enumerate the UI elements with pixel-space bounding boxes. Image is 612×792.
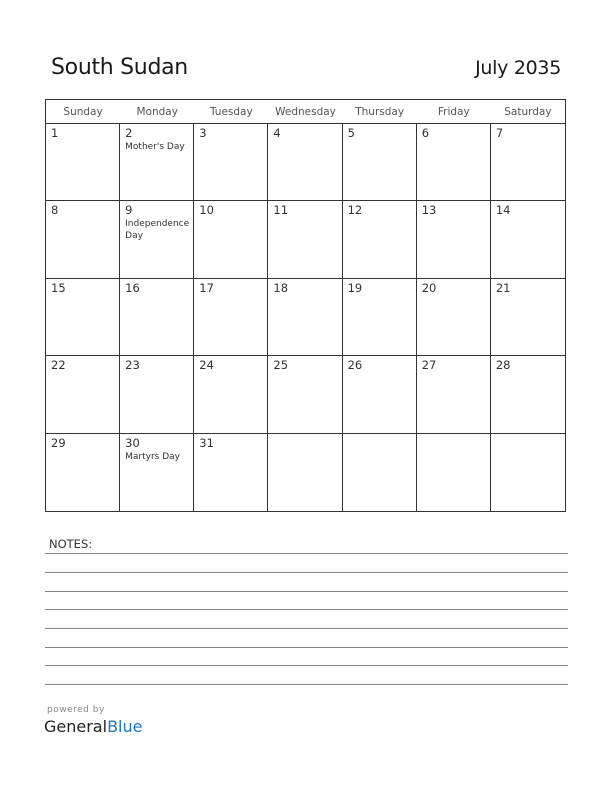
day-number: 7	[495, 126, 504, 140]
day-number: 4	[273, 126, 281, 140]
day-cell[interactable]	[343, 201, 417, 278]
day-number: 23	[125, 358, 140, 373]
country-title: South Sudan	[51, 55, 188, 80]
day-number: 27	[421, 358, 437, 373]
day-cell[interactable]	[491, 124, 565, 201]
day-cell[interactable]	[120, 279, 194, 356]
day-cell[interactable]	[343, 124, 417, 201]
day-number: 3	[199, 126, 207, 140]
note-line	[45, 609, 568, 610]
day-cell[interactable]	[120, 201, 194, 278]
day-number: 6	[421, 126, 430, 140]
day-number: 18	[273, 280, 289, 295]
day-number: 22	[51, 358, 66, 373]
weekday-header-wednesday: Wednesday	[268, 100, 342, 124]
brand-general: General	[44, 717, 108, 736]
day-number: 24	[199, 358, 214, 373]
day-cell[interactable]	[491, 201, 565, 278]
day-cell[interactable]	[491, 356, 565, 433]
day-cell[interactable]	[194, 124, 268, 201]
notes-label: NOTES:	[49, 537, 93, 551]
day-cell[interactable]	[46, 434, 120, 511]
day-cell[interactable]	[417, 201, 491, 278]
day-cell[interactable]	[194, 356, 268, 433]
day-cell[interactable]	[194, 279, 268, 356]
day-cell[interactable]	[268, 279, 342, 356]
weekday-header-friday: Friday	[417, 100, 491, 124]
note-line	[45, 647, 568, 648]
day-cell[interactable]	[46, 356, 120, 433]
day-cell[interactable]	[268, 434, 342, 511]
month-year-title: July 2035	[475, 57, 561, 79]
note-line	[45, 684, 568, 685]
day-number: 5	[347, 126, 355, 140]
day-number: 28	[495, 358, 511, 373]
day-cell[interactable]	[417, 279, 491, 356]
weekday-header-tuesday: Tuesday	[194, 100, 268, 124]
day-number: 21	[495, 280, 511, 295]
day-number: 31	[199, 435, 214, 450]
day-cell[interactable]	[194, 201, 268, 278]
day-cell[interactable]	[46, 201, 120, 278]
day-cell[interactable]	[343, 434, 417, 511]
day-cell[interactable]	[491, 434, 565, 511]
day-number: 20	[421, 280, 437, 295]
note-line	[45, 665, 568, 666]
powered-by-text: powered by	[47, 705, 105, 715]
day-number: 10	[199, 203, 214, 218]
weekday-header-monday: Monday	[120, 100, 194, 124]
day-cell[interactable]	[194, 434, 268, 511]
day-number: 12	[347, 203, 363, 218]
day-cell[interactable]	[46, 124, 120, 201]
note-line	[45, 628, 568, 629]
day-cell[interactable]	[417, 356, 491, 433]
day-number: 25	[273, 358, 289, 373]
day-number: 17	[199, 280, 214, 295]
calendar-grid	[45, 99, 566, 512]
day-cell[interactable]	[120, 356, 194, 433]
holiday-label: Martyrs Day	[125, 451, 180, 462]
day-cell[interactable]	[268, 124, 342, 201]
day-cell[interactable]	[417, 434, 491, 511]
day-number: 26	[347, 358, 363, 373]
weekday-header-sunday: Sunday	[46, 100, 120, 124]
day-cell[interactable]	[343, 356, 417, 433]
day-number: 2	[125, 126, 133, 140]
weekday-header-thursday: Thursday	[343, 100, 417, 124]
generalblue-logo[interactable]	[44, 717, 142, 736]
holiday-label: Independence Day	[125, 219, 190, 242]
day-number: 13	[421, 203, 437, 218]
weekday-header-saturday: Saturday	[491, 100, 565, 124]
day-cell[interactable]	[120, 434, 194, 511]
day-cell[interactable]	[268, 201, 342, 278]
day-cell[interactable]	[491, 279, 565, 356]
note-line	[45, 553, 568, 554]
day-number: 9	[125, 203, 133, 218]
day-number: 29	[51, 435, 66, 450]
day-cell[interactable]	[268, 356, 342, 433]
day-number: 16	[125, 280, 140, 295]
note-line	[45, 591, 568, 592]
note-line	[45, 572, 568, 573]
holiday-label: Mother's Day	[125, 142, 185, 152]
day-cell[interactable]	[46, 279, 120, 356]
day-number: 14	[495, 203, 511, 218]
day-number: 8	[51, 203, 59, 218]
day-number: 30	[125, 435, 140, 450]
day-cell[interactable]	[120, 124, 194, 201]
day-number: 15	[51, 280, 66, 295]
day-number: 11	[273, 203, 289, 218]
brand-blue: Blue	[107, 717, 143, 736]
day-number: 1	[51, 126, 59, 140]
day-cell[interactable]	[343, 279, 417, 356]
day-cell[interactable]	[417, 124, 491, 201]
day-number: 19	[347, 280, 363, 295]
